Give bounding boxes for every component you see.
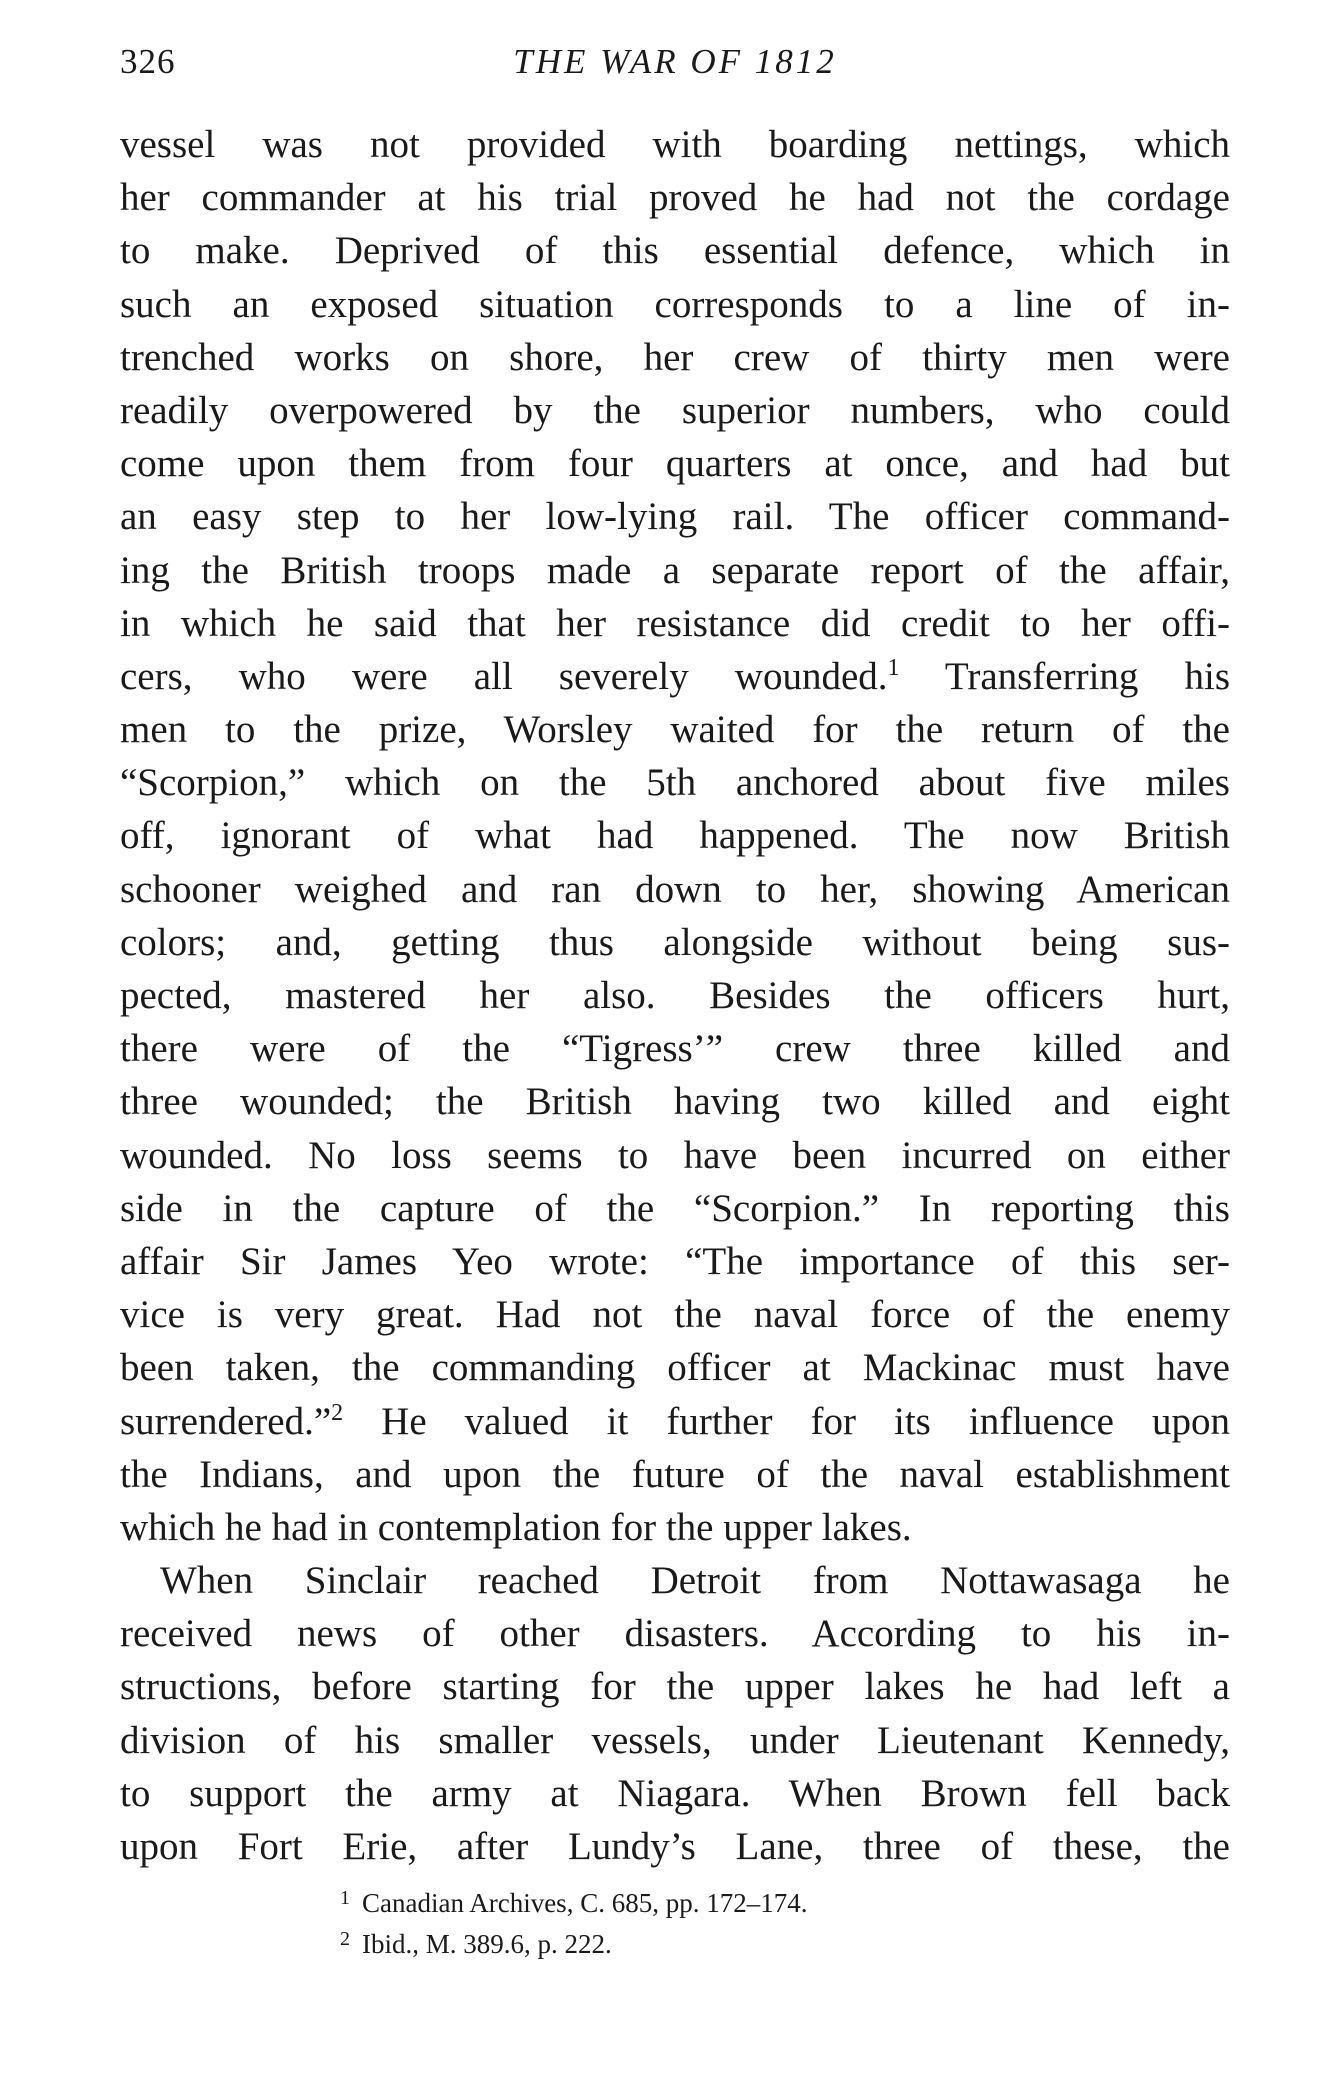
- line-segment: surrendered.”: [120, 1399, 332, 1443]
- running-head: [120, 42, 1230, 102]
- text-line: “Scorpion,” which on the 5th anchored about five miles: [120, 761, 1230, 805]
- text-line: vice is very great. Had not the naval force of the enemy: [120, 1293, 1230, 1337]
- footnotes: [340, 1880, 1140, 1962]
- text-line: upon Fort Erie, after Lundy’s Lane, three of these, the: [120, 1825, 1230, 1868]
- text-line: off, ignorant of what had happened. The now British: [120, 814, 1230, 858]
- text-line: readily overpowered by the superior numbers, who could: [120, 388, 1230, 432]
- footnote-ref-1[interactable]: 1: [887, 654, 900, 681]
- text-line: such an exposed situation corresponds to a line of in-: [120, 282, 1230, 326]
- text-line: division of his smaller vessels, under Lieutenant Kennedy,: [120, 1718, 1230, 1762]
- text-line-with-footnote-ref: [120, 650, 1230, 703]
- line-segment: Transferring his: [944, 654, 1230, 698]
- text-line: colors; and, getting thus alongside without being sus-: [120, 920, 1230, 964]
- text-line: side in the capture of the “Scorpion.” In reporting this: [120, 1186, 1230, 1230]
- footnote-text: Ibid., M. 389.6, p. 222.: [362, 1929, 612, 1959]
- text-line: to support the army at Niagara. When Brown fell back: [120, 1771, 1230, 1815]
- text-line: received news of other disasters. According to his in-: [120, 1612, 1230, 1656]
- text-line: come upon them from four quarters at once, and had but: [120, 442, 1230, 486]
- footnote-mark: 1: [340, 1887, 350, 1909]
- body-text: [120, 118, 1230, 1873]
- text-line: affair Sir James Yeo wrote: “The importance of this ser-: [120, 1239, 1230, 1283]
- text-line: three wounded; the British having two killed and eight: [120, 1080, 1230, 1124]
- text-line: there were of the “Tigress’” crew three killed and: [120, 1027, 1230, 1071]
- text-line: pected, mastered her also. Besides the officers hurt,: [120, 974, 1230, 1017]
- text-line: an easy step to her low-lying rail. The officer command-: [120, 495, 1230, 539]
- page-number: 326: [120, 42, 176, 81]
- text-line: men to the prize, Worsley waited for the return of the: [120, 708, 1230, 752]
- line-segment: He valued it further for its influence upon: [381, 1399, 1230, 1443]
- text-line: her commander at his trial proved he had not the cordage: [120, 176, 1230, 220]
- footnote-mark: 2: [340, 1928, 350, 1950]
- text-line-with-footnote-ref: [120, 1395, 1230, 1448]
- text-line: trenched works on shore, her crew of thirty men were: [120, 335, 1230, 379]
- text-line: the Indians, and upon the future of the naval establishment: [120, 1452, 1230, 1496]
- footnote: [340, 1880, 1140, 1921]
- running-title: THE WAR OF 1812: [513, 42, 837, 81]
- footnote-ref-2[interactable]: 2: [331, 1399, 344, 1426]
- footnote: [340, 1921, 1140, 1962]
- text-line: schooner weighed and ran down to her, showing American: [120, 867, 1230, 911]
- text-line: vessel was not provided with boarding nettings, which: [120, 123, 1230, 166]
- text-line: When Sinclair reached Detroit from Nottawasaga he: [160, 1559, 1230, 1603]
- text-line: been taken, the commanding officer at Mackinac must have: [120, 1346, 1230, 1390]
- text-line: which he had in contemplation for the upper lakes.: [120, 1505, 912, 1549]
- text-line: ing the British troops made a separate report of the affair,: [120, 548, 1230, 592]
- footnote-text: Canadian Archives, C. 685, pp. 172–174.: [362, 1888, 808, 1918]
- text-line: wounded. No loss seems to have been incurred on either: [120, 1133, 1230, 1177]
- text-line: in which he said that her resistance did credit to her offi-: [120, 601, 1230, 645]
- text-line: structions, before starting for the upper lakes he had left a: [120, 1665, 1230, 1709]
- text-line: to make. Deprived of this essential defence, which in: [120, 229, 1230, 273]
- line-segment: cers, who were all severely wounded.: [120, 654, 888, 698]
